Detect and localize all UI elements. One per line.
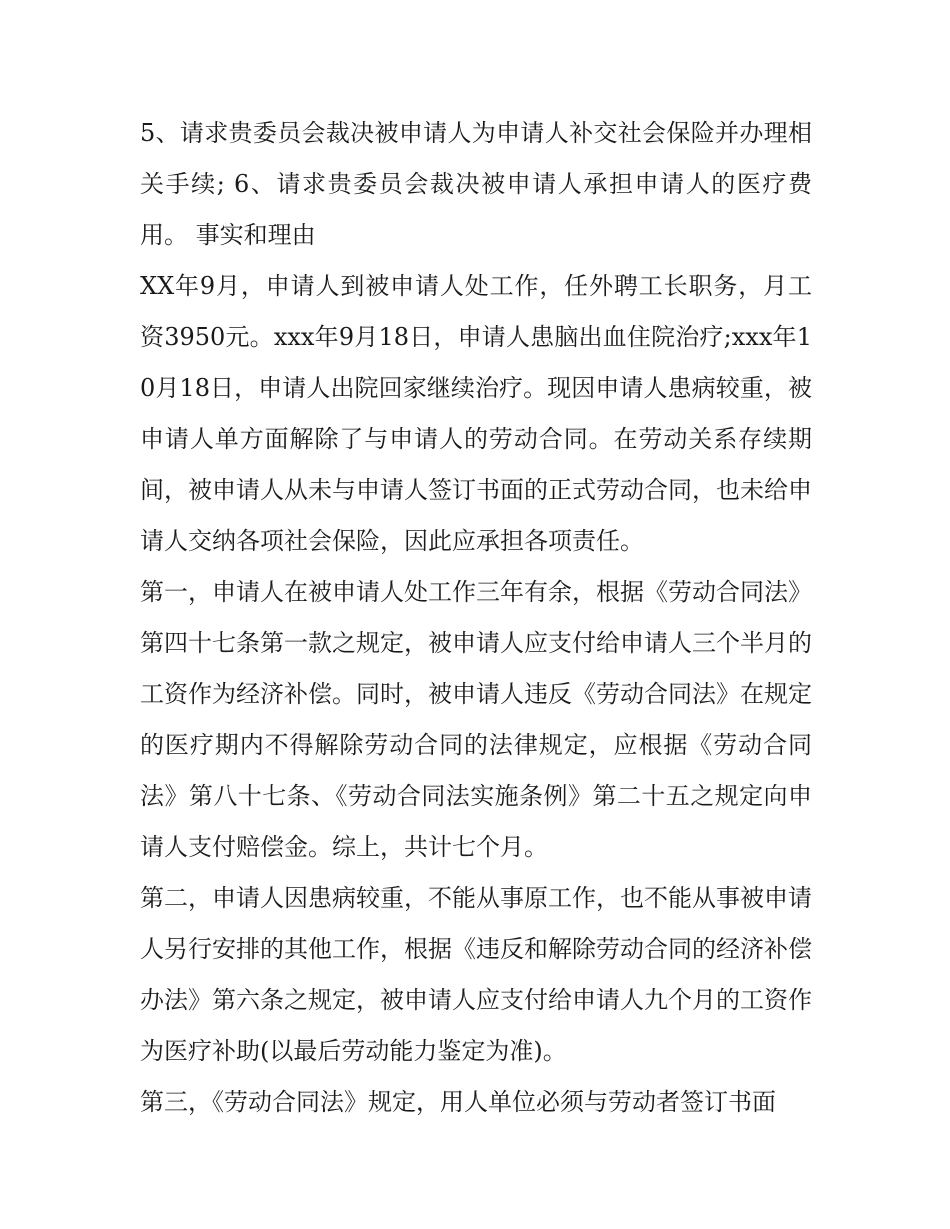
document-body: [140, 108, 812, 1128]
paragraph-first-reason: 第一，申请人在被申请人处工作三年有余，根据《劳动合同法》第四十七条第一款之规定，被申请人应支付给申请人三个半月的工资作为经济补偿。同时，被申请人违反《劳动合同法》在规定的医疗期内不得解除劳动合同的法律规定，应根据《劳动合同法》第八十七条、《劳动合同法实施条例》第二十五之规定向申请人支付赔偿金。综上，共计七个月。: [140, 578, 812, 861]
paragraph-second-reason: 第二，申请人因患病较重，不能从事原工作，也不能从事被申请人另行安排的其他工作，根据《违反和解除劳动合同的经济补偿办法》第六条之规定，被申请人应支付给申请人九个月的工资作为医疗补助(以最后劳动能力鉴定为准)。: [140, 884, 812, 1065]
paragraph-claims-5-6: 5、请求贵委员会裁决被申请人为申请人补交社会保险并办理相关手续; 6、请求贵委员会裁决被申请人承担申请人的医疗费用。 事实和理由: [140, 119, 812, 249]
paragraph-facts: XX年9月，申请人到被申请人处工作，任外聘工长职务，月工资3950元。xxx年9月18日，申请人患脑出血住院治疗;xxx年10月18日，申请人出院回家继续治疗。现因申请人患病较重，被申请人单方面解除了与申请人的劳动合同。在劳动关系存续期间，被申请人从未与申请人签订书面的正式劳动合同，也未给申请人交纳各项社会保险，因此应承担各项责任。: [140, 272, 812, 555]
paragraph-third-reason: 第三，《劳动合同法》规定，用人单位必须与劳动者签订书面: [140, 1088, 776, 1116]
